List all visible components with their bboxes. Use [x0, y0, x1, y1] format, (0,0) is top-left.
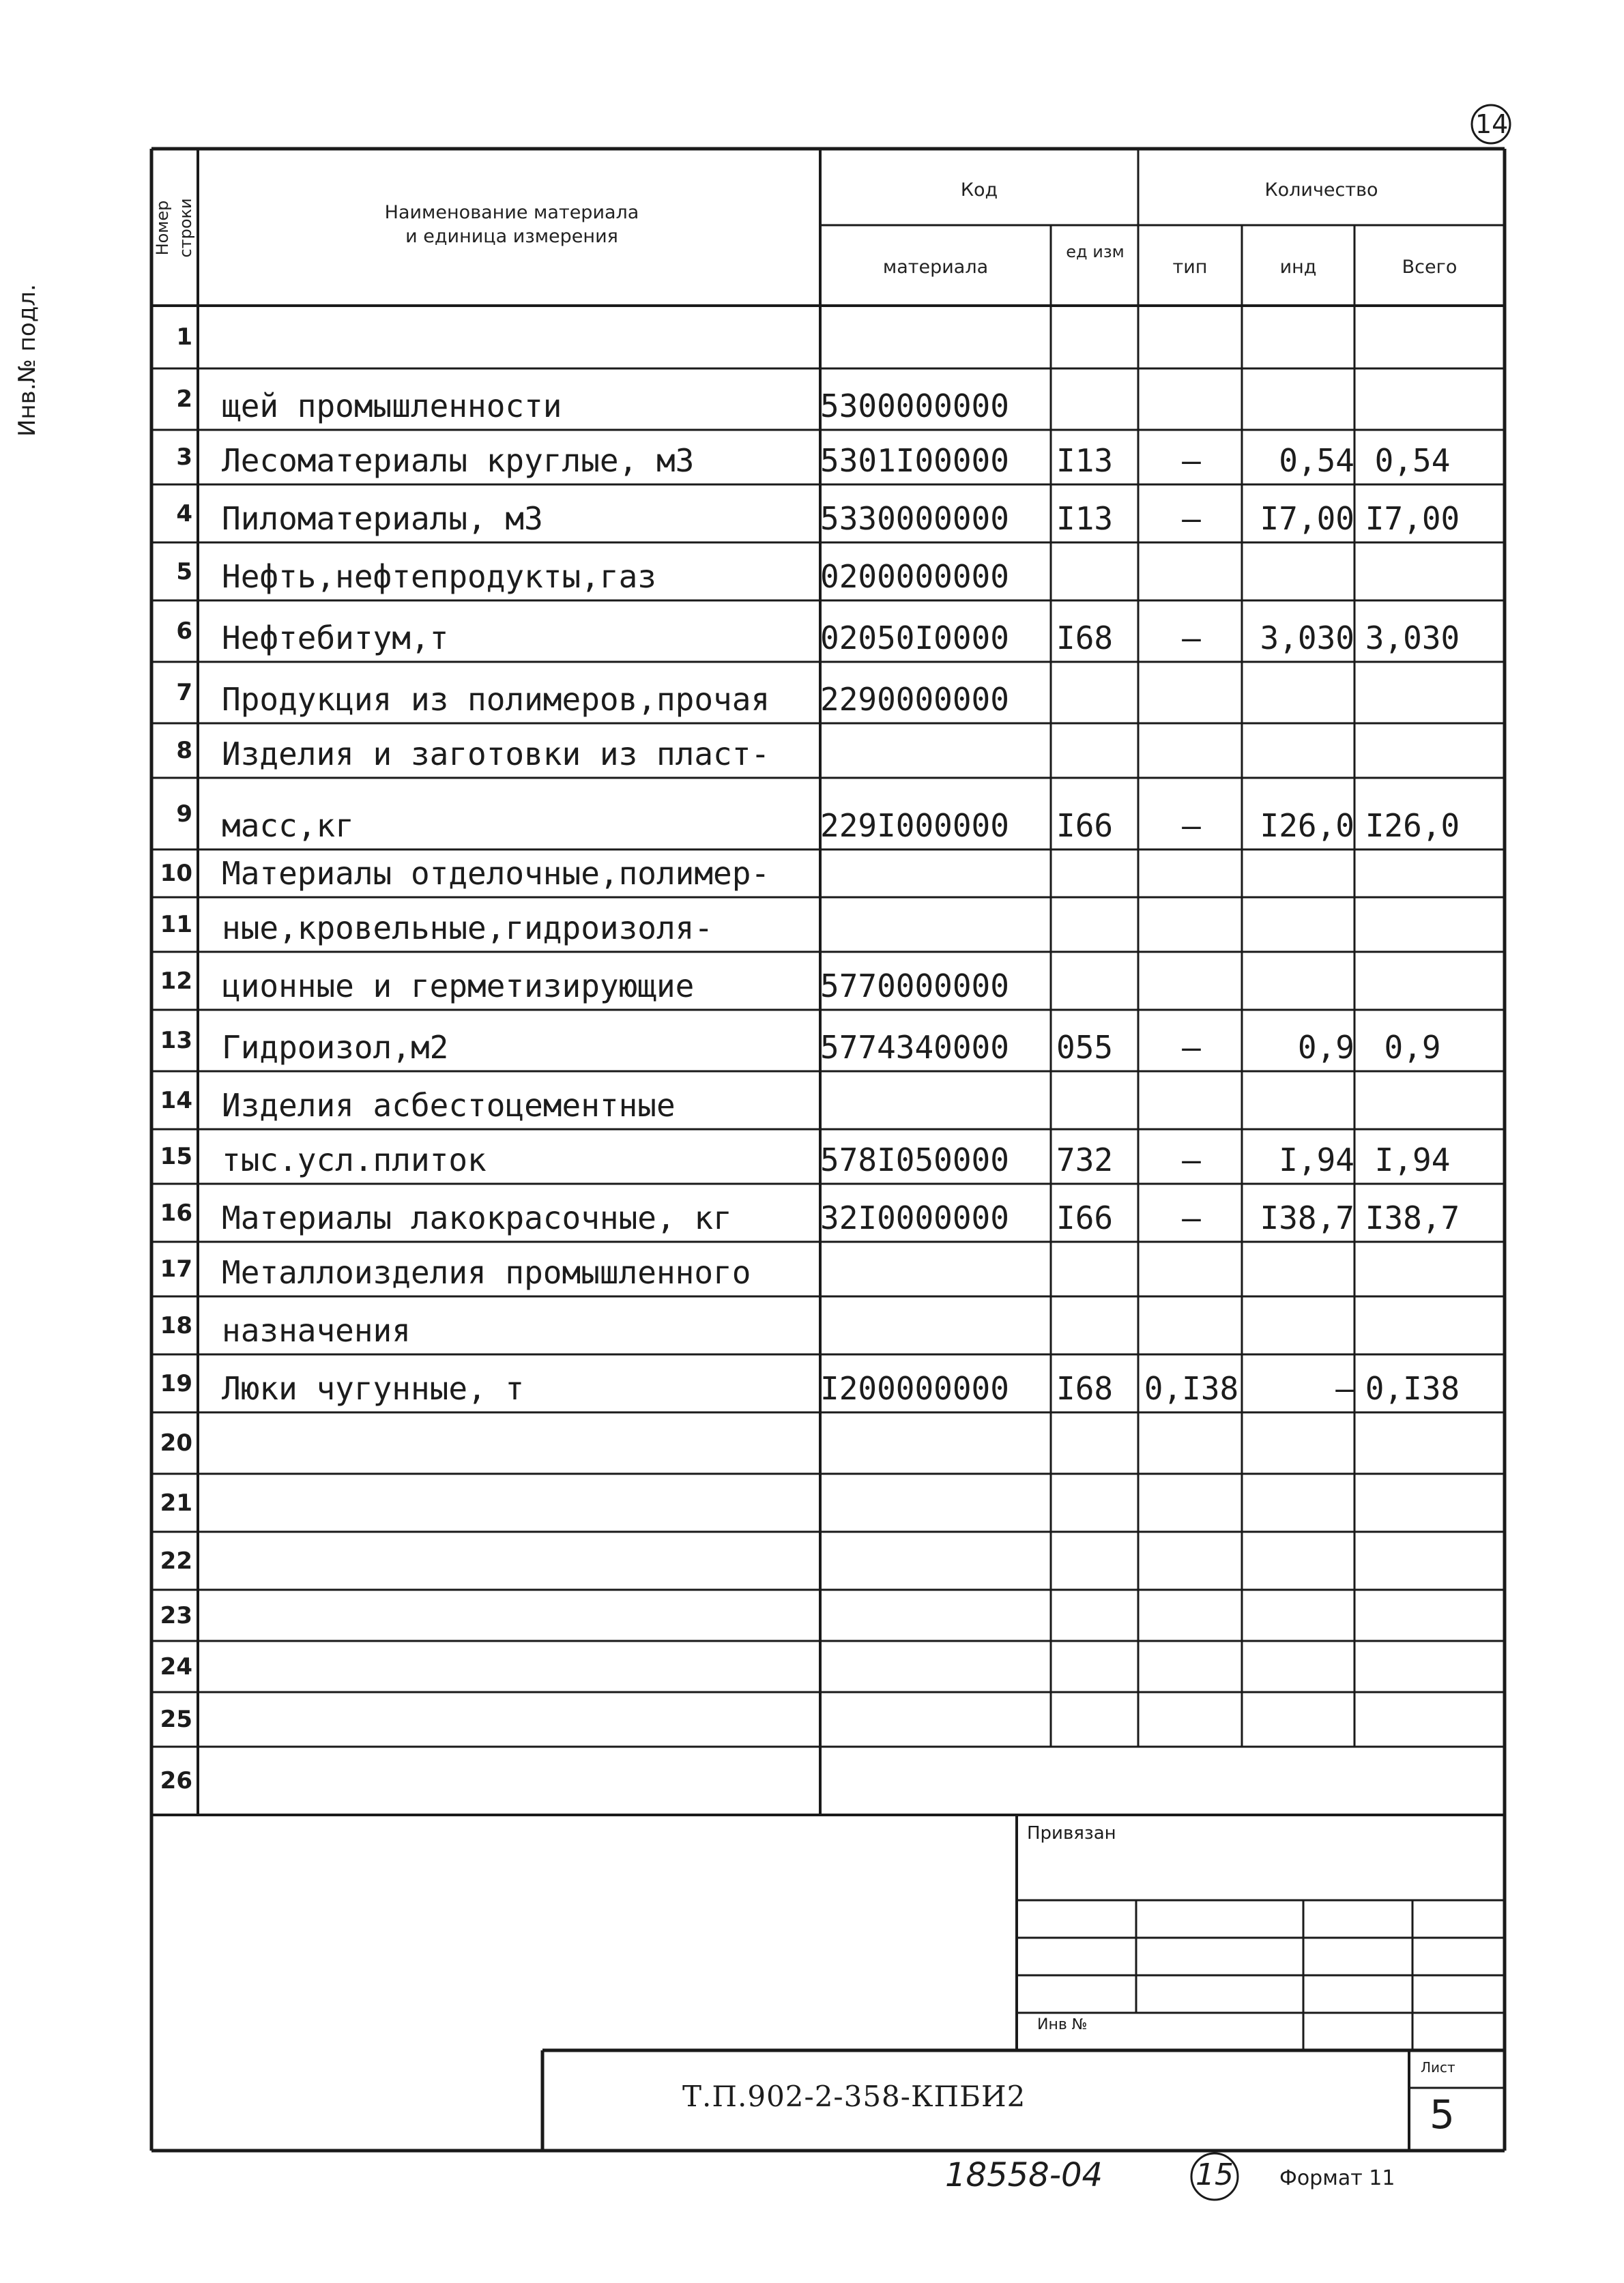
row-number: 20 — [160, 1429, 192, 1457]
material-code: 5301I00000 — [820, 442, 1009, 479]
row-number: 14 — [160, 1086, 192, 1114]
qty-total: 3,030 — [1365, 620, 1460, 656]
material-name: тыс.усл.плиток — [222, 1142, 487, 1178]
material-name: ные,кровельные,гидроизоля- — [222, 910, 714, 946]
qty-typ: – — [1182, 500, 1201, 537]
row-number: 18 — [160, 1311, 192, 1339]
circled-page-number: 15 — [1195, 2157, 1234, 2192]
material-name: Люки чугунные, т — [222, 1370, 525, 1407]
format-label: Формат 11 — [1279, 2166, 1395, 2190]
qty-total: 0,9 — [1384, 1029, 1441, 1066]
typ-header: тип — [1172, 257, 1208, 278]
archive-number: 18558-04 — [945, 2156, 1103, 2194]
material-name: масс,кг — [222, 807, 354, 844]
row-number: 3 — [176, 443, 192, 471]
row-number: 10 — [160, 860, 192, 887]
name-header-line2: и единица измерения — [405, 226, 618, 247]
qty-typ: – — [1182, 620, 1201, 656]
row-number: 1 — [176, 323, 192, 351]
sheet-number: 5 — [1430, 2091, 1455, 2138]
row-number: 24 — [160, 1653, 192, 1681]
row-number: 12 — [160, 967, 192, 995]
material-code: 5330000000 — [820, 500, 1009, 537]
qty-total: 0,I38 — [1365, 1370, 1460, 1407]
row-number: 13 — [160, 1027, 192, 1054]
material-code: I200000000 — [820, 1370, 1009, 1407]
quantity-header: Количество — [1264, 179, 1378, 201]
qty-typ: – — [1182, 807, 1201, 844]
qty-total: I,94 — [1374, 1142, 1451, 1178]
unit-code: I66 — [1056, 807, 1114, 844]
material-code: 578I050000 — [820, 1142, 1009, 1178]
row-number: 22 — [160, 1547, 192, 1575]
qty-typ: – — [1182, 1029, 1201, 1066]
material-name: Лесоматериалы круглые, м3 — [222, 442, 695, 479]
corner-page-number: 14 — [1475, 109, 1509, 139]
row-number: 15 — [160, 1143, 192, 1170]
material-name: Пиломатериалы, м3 — [222, 500, 543, 537]
row-number: 11 — [160, 911, 192, 938]
material-name: щей промышленности — [222, 388, 562, 424]
unit-code: 055 — [1056, 1029, 1114, 1066]
material-header: материала — [882, 257, 989, 278]
material-name: Нефтебитум,т — [222, 620, 449, 656]
row-number: 25 — [160, 1706, 192, 1733]
row-number: 21 — [160, 1489, 192, 1517]
material-code: 2290000000 — [820, 681, 1009, 718]
document-code: Т.П.902-2-358-КПБИ2 — [682, 2080, 1026, 2113]
bound-label: Привязан — [1027, 1823, 1116, 1844]
row-number: 16 — [160, 1199, 192, 1227]
material-code: 229I000000 — [820, 807, 1009, 844]
qty-ind: 0,9 — [1297, 1029, 1354, 1066]
row-number: 6 — [176, 617, 192, 645]
material-name: Гидроизол,м2 — [222, 1029, 449, 1066]
row-number: 23 — [160, 1601, 192, 1629]
material-name: Изделия асбестоцементные — [222, 1087, 676, 1124]
material-name: ционные и герметизирующие — [222, 968, 695, 1004]
qty-total: I7,00 — [1365, 500, 1460, 537]
material-name: Нефть,нефтепродукты,газ — [222, 558, 656, 595]
row-number: 26 — [160, 1767, 192, 1794]
row-number: 9 — [176, 800, 192, 828]
qty-ind: I26,0 — [1260, 807, 1354, 844]
qty-total: I26,0 — [1365, 807, 1460, 844]
material-name: Металлоизделия промышленного — [222, 1254, 751, 1291]
material-name: Продукция из полимеров,прочая — [222, 681, 770, 718]
row-number-header: Номер строки — [153, 198, 195, 258]
qty-ind: I38,7 — [1260, 1199, 1354, 1236]
material-code: 5774340000 — [820, 1029, 1009, 1066]
material-code: 02050I0000 — [820, 620, 1009, 656]
unit-header: ед изм — [1066, 242, 1125, 261]
row-number: 8 — [176, 737, 192, 764]
qty-ind: – — [1335, 1370, 1354, 1407]
unit-code: 732 — [1056, 1142, 1114, 1178]
qty-ind: I7,00 — [1260, 500, 1354, 537]
qty-ind: 3,030 — [1260, 620, 1354, 656]
total-header: Всего — [1402, 257, 1458, 278]
row-number: 4 — [176, 499, 192, 527]
material-name: Материалы отделочные,полимер- — [222, 855, 770, 892]
row-number: 2 — [176, 386, 192, 413]
material-code: 32I0000000 — [820, 1199, 1009, 1236]
unit-code: I68 — [1056, 620, 1114, 656]
material-code: 5770000000 — [820, 968, 1009, 1004]
margin-inventory-note: Инв.№ подл. — [14, 284, 41, 437]
unit-code: I13 — [1056, 442, 1114, 479]
material-name: Изделия и заготовки из пласт- — [222, 736, 770, 772]
qty-typ: – — [1182, 1142, 1201, 1178]
qty-ind: 0,54 — [1279, 442, 1354, 479]
unit-code: I68 — [1056, 1370, 1114, 1407]
qty-typ: 0,I38 — [1144, 1370, 1239, 1407]
qty-typ: – — [1182, 442, 1201, 479]
unit-code: I66 — [1056, 1199, 1114, 1236]
ind-header: инд — [1279, 257, 1317, 278]
row-number: 19 — [160, 1369, 192, 1397]
material-name: Материалы лакокрасочные, кг — [222, 1199, 732, 1236]
qty-ind: I,94 — [1279, 1142, 1354, 1178]
name-header-line1: Наименование материала — [384, 202, 639, 223]
row-number: 7 — [176, 679, 192, 706]
material-name: назначения — [222, 1312, 411, 1349]
row-number: 5 — [176, 557, 192, 585]
qty-typ: – — [1182, 1199, 1201, 1236]
sheet-label: Лист — [1421, 2059, 1455, 2076]
inventory-label: Инв № — [1037, 2016, 1088, 2033]
material-code: 5300000000 — [820, 388, 1009, 424]
code-header: Код — [960, 179, 998, 201]
unit-code: I13 — [1056, 500, 1114, 537]
qty-total: 0,54 — [1374, 442, 1451, 479]
row-number: 17 — [160, 1255, 192, 1283]
qty-total: I38,7 — [1365, 1199, 1460, 1236]
material-code: 0200000000 — [820, 558, 1009, 595]
